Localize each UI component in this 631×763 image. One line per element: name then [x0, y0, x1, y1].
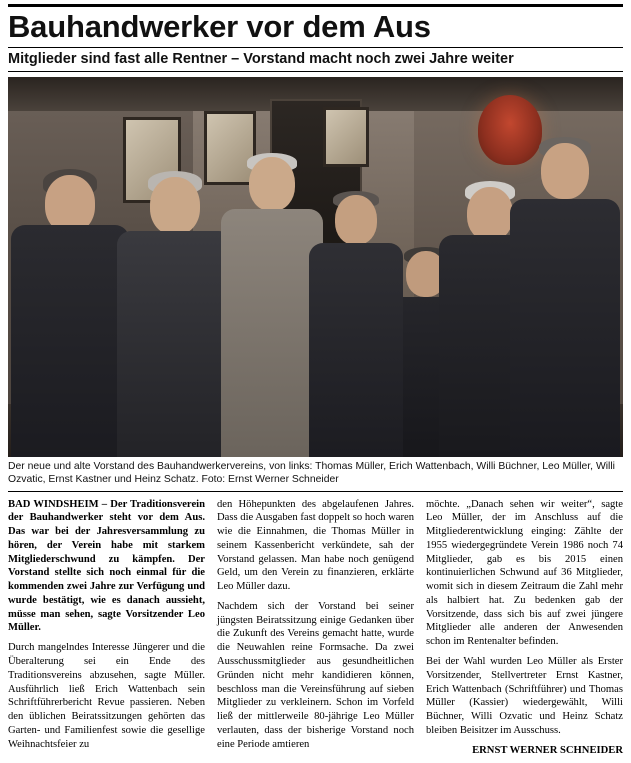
subhead-divider — [8, 71, 623, 72]
photo-person-7 — [509, 129, 621, 457]
photo-person-4 — [308, 189, 404, 457]
photo-person-body — [117, 231, 233, 457]
photo-person-head — [467, 187, 513, 241]
photo-person-body — [11, 225, 129, 457]
article-paragraph: den Höhepunkten des abgelaufenen Jahres. Dass die Ausgaben fast doppelt so hoch waren wie die Einnahmen, die Thomas Müller in seinem Kassenbericht verkündete, sah der Vorstand gelassen. Man habe noch genügend Geld, um den Verein zu finanzieren, erklärte Leo Müller dazu. — [217, 498, 414, 593]
photo-person-1 — [10, 167, 130, 457]
top-divider — [8, 4, 623, 7]
photo-person-head — [335, 195, 377, 245]
photo-credit: Foto: Ernst Werner Schneider — [201, 473, 339, 485]
article-photo — [8, 77, 623, 457]
photo-caption — [8, 461, 623, 486]
article-body — [8, 498, 623, 763]
photo-person-head — [150, 177, 200, 235]
article-paragraph: BAD WINDSHEIM – Der Traditionsverein der Bauhandwerker steht vor dem Aus. Das war bei der Jahresversammlung zu hören, der Verein habe mit starkem Mitgliederschwund zu kämpfen. Der Vorstand stellte sich noch einmal für die kommenden zwei Jahre zur Verfügung und wurde bestätigt, wie es danach aussieht, müsse man sehen, sagte Vorsitzender Leo Müller. — [8, 498, 205, 634]
photo-person-body — [309, 243, 403, 457]
page-title: Bauhandwerker vor dem Aus — [8, 9, 431, 44]
article-paragraph: Bei der Wahl wurden Leo Müller als Erster Vorsitzender, Stellvertreter Ernst Kastner, Erich Wattenbach (Schriftführer) und Thomas Müller (Kassier) wiedergewählt, Willi Büchner, Willi Ozvatic und Heinz Schatz bleiben Beisitzer im Ausschuss. — [426, 656, 623, 736]
article-paragraph: Durch mangelndes Interesse Jüngerer und die Überalterung sei ein Ende des Traditionsvereins abzusehen, sagte Müller. Ausführlich ließ Erich Wattenbach sein Schriftführerbericht Revue passieren. Neben den üblichen Beiratssitzungen gehörten das Garten- und Familienfest sowie die gesellige Weihnachtsfeier zu — [8, 642, 205, 750]
photo-person-2 — [116, 155, 234, 457]
article-paragraph: möchte. „Danach sehen wir weiter“, sagte Leo Müller, der im Anschluss auf die Mitgliederentwicklung einging: Zählte der 1955 wiedergegründete Verein 1986 noch 74 Mitglieder, gab es bis 2015 einen kontinuierlichen Schwund auf 36 Mitglieder, womit sich in diesem Zeitraum die Zahl mehr als halbiert hat. Zu bedenken gab der Vorsitzende, dass sich bis auf zwei jüngere Mitglieder alle anderen der Anwesenden schon im Rentenalter befinden. — [426, 498, 623, 648]
photo-caption-text: Der neue und alte Vorstand des Bauhandwerkervereins, von links: Thomas Müller, Erich Wattenbach, Willi Büchner, Leo Müller, Willi Ozvatic, Ernst Kastner und Heinz Schatz. — [8, 461, 615, 485]
newspaper-page — [0, 4, 631, 756]
article-subhead: Mitglieder sind fast alle Rentner – Vorstand macht noch zwei Jahre weiter — [8, 50, 514, 67]
photo-person-head — [541, 143, 589, 199]
photo-person-body — [510, 199, 620, 457]
headline-divider — [8, 47, 623, 48]
caption-divider — [8, 491, 623, 492]
article-column-2 — [217, 498, 414, 763]
article-column-1 — [8, 498, 205, 763]
photo-wall-picture-3 — [323, 107, 369, 167]
article-column-3 — [426, 498, 623, 763]
article-byline: ERNST WERNER SCHNEIDER — [472, 744, 623, 756]
article-paragraph: Nachdem sich der Vorstand bei seiner jüngsten Beiratssitzung einige Gedanken über die Zukunft des Vereins gemacht hatte, wurde die Neuwahlen reine Formsache. Da zwei Ausschussmitglieder aus gesundheitlichen Gründen nicht mehr kandidieren können, beschloss man die Vereinsführung auf sieben Mitglieder zu verkleinern. Schon im Vorfeld ließ der mittlerweile 80-jährige Leo Müller verlauten, dass der bisherige Vorstand noch eine Periode amtieren — [217, 600, 414, 750]
photo-person-head — [249, 157, 295, 211]
